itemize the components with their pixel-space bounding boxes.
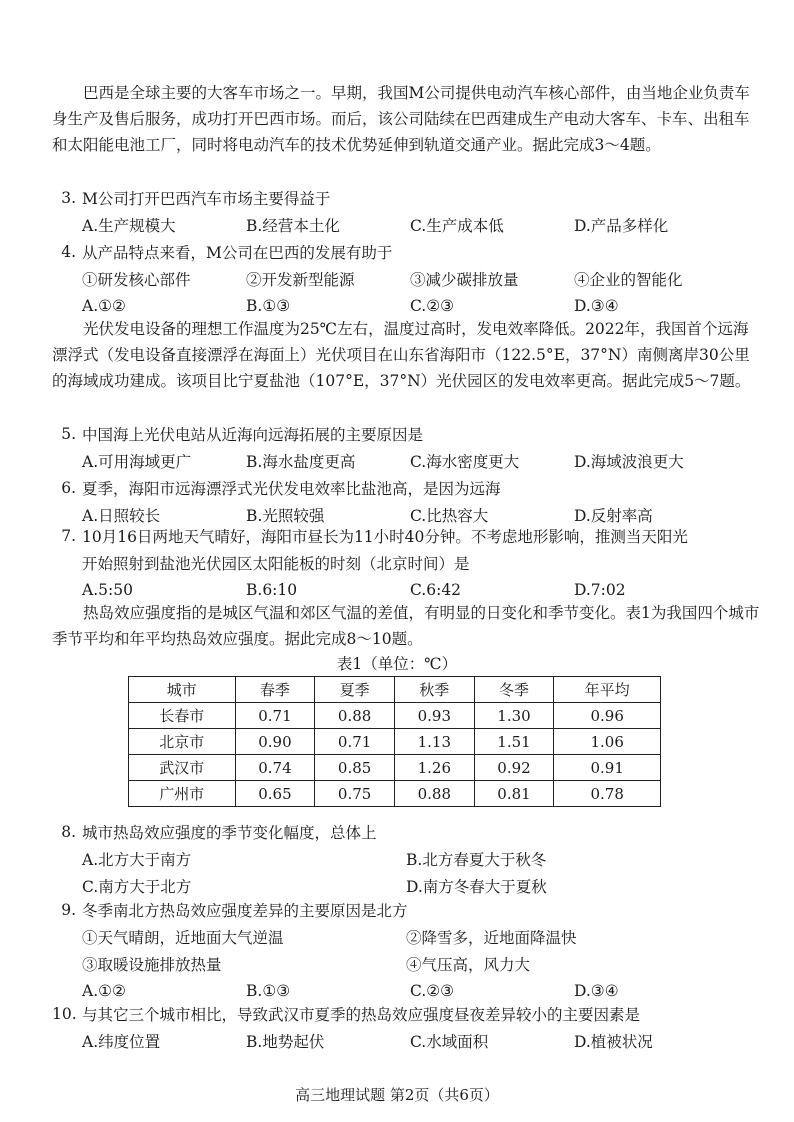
table-cell: 0.81 [474, 781, 554, 807]
question-number: 5. [61, 424, 76, 443]
option-c: C.6:42 [410, 580, 462, 599]
table-cell: 0.65 [235, 781, 315, 807]
option-a: A.日照较长 [82, 506, 161, 525]
table-cell: 长春市 [129, 703, 236, 729]
question-stem: 从产品特点来看，M公司在巴西的发展有助于 [82, 243, 393, 262]
option-b: B.①③ [246, 981, 291, 1000]
option-c: C.②③ [410, 296, 455, 315]
table-header-cell: 夏季 [315, 677, 395, 703]
statement-2: ②开发新型能源 [246, 270, 355, 289]
page-footer: 高三地理试题 第2页（共6页） [295, 1086, 499, 1104]
question-stem: 中国海上光伏电站从近海向远海拓展的主要原因是 [82, 425, 424, 444]
option-d: D.7:02 [574, 580, 626, 599]
table-header-cell: 年平均 [554, 677, 661, 703]
option-b: B.①③ [246, 296, 291, 315]
option-d: D.植被状况 [574, 1032, 653, 1051]
table-cell: 0.92 [474, 755, 554, 781]
table-row [129, 729, 661, 755]
question-5 [52, 420, 760, 474]
table-cell: 0.71 [235, 703, 315, 729]
question-number: 9. [61, 900, 76, 919]
table-cell: 0.75 [315, 781, 395, 807]
table-cell: 0.91 [554, 755, 661, 781]
option-d: D.③④ [574, 981, 619, 1000]
option-b: B.海水盐度更高 [246, 452, 356, 471]
table-cell: 1.13 [394, 729, 474, 755]
table-cell: 0.74 [235, 755, 315, 781]
table-cell: 北京市 [129, 729, 236, 755]
statement-1: ①天气晴朗，近地面大气逆温 [82, 928, 284, 947]
table-cell: 0.96 [554, 703, 661, 729]
question-3 [52, 184, 760, 238]
table-header-cell: 城市 [129, 677, 236, 703]
question-stem: 与其它三个城市相比，导致武汉市夏季的热岛效应强度昼夜差异较小的主要因素是 [82, 1005, 641, 1024]
option-a: A.纬度位置 [82, 1032, 161, 1051]
question-number: 8. [61, 822, 76, 841]
table-cell: 0.90 [235, 729, 315, 755]
table-header-cell: 春季 [235, 677, 315, 703]
table-cell: 广州市 [129, 781, 236, 807]
table-header-cell: 冬季 [474, 677, 554, 703]
option-d: D.海域波浪更大 [574, 452, 684, 471]
question-stem-continued: 开始照射到盐池光伏园区太阳能板的时刻（北京时间）是 [82, 554, 470, 573]
table-cell: 0.71 [315, 729, 395, 755]
option-d: D.南方冬春大于夏秋 [406, 877, 547, 896]
question-9 [52, 896, 760, 1004]
option-d: D.③④ [574, 296, 619, 315]
option-a: A.①② [82, 296, 126, 315]
question-7 [52, 522, 760, 603]
table-cell: 1.30 [474, 703, 554, 729]
option-b: B.北方春夏大于秋冬 [406, 850, 547, 869]
statement-2: ②降雪多，近地面降温快 [406, 928, 577, 947]
option-c: C.南方大于北方 [82, 877, 192, 896]
statement-3: ③取暖设施排放热量 [82, 955, 222, 974]
table-cell: 1.51 [474, 729, 554, 755]
table-header-cell: 秋季 [394, 677, 474, 703]
option-b: B.地势起伏 [246, 1032, 325, 1051]
question-8 [52, 818, 760, 899]
statement-4: ④企业的智能化 [574, 270, 683, 289]
option-c: C.海水密度更大 [410, 452, 520, 471]
question-stem: 冬季南北方热岛效应强度差异的主要原因是北方 [82, 901, 408, 920]
question-number: 10. [52, 1004, 77, 1023]
question-stem: 10月16日两地天气晴好，海阳市昼长为11小时40分钟。不考虑地形影响，推测当天阳光 [82, 527, 688, 546]
table-cell: 0.93 [394, 703, 474, 729]
option-d: D.反射率高 [574, 506, 653, 525]
table-row [129, 755, 661, 781]
option-b: B.6:10 [246, 580, 298, 599]
option-b: B.经营本土化 [246, 216, 340, 235]
table-caption: 表1（单位：℃） [336, 655, 458, 673]
table-row [129, 781, 661, 807]
statement-4: ④气压高，风力大 [406, 955, 531, 974]
table-cell: 0.88 [315, 703, 395, 729]
material-passage-3: 热岛效应强度指的是城区气温和郊区气温的差值，有明显的日变化和季节变化。表1为我国四个城市季节平均和年平均热岛效应强度。据此完成8～10题。 [52, 604, 760, 648]
option-c: C.比热容大 [410, 506, 489, 525]
table-cell: 1.06 [554, 729, 661, 755]
statement-1: ①研发核心部件 [82, 270, 191, 289]
question-number: 6. [61, 478, 76, 497]
option-c: C.水域面积 [410, 1032, 489, 1051]
question-number: 3. [61, 188, 76, 207]
question-number: 7. [61, 526, 76, 545]
table-cell: 0.78 [554, 781, 661, 807]
question-stem: M公司打开巴西汽车市场主要得益于 [82, 189, 331, 208]
table-row [129, 703, 661, 729]
table-header-row [129, 677, 661, 703]
statement-3: ③减少碳排放量 [410, 270, 519, 289]
option-a: A.北方大于南方 [82, 850, 192, 869]
question-10 [52, 1000, 760, 1054]
table-cell: 1.26 [394, 755, 474, 781]
question-4 [52, 238, 760, 319]
question-6 [52, 474, 760, 528]
question-stem: 夏季，海阳市远海漂浮式光伏发电效率比盐池高，是因为远海 [82, 479, 501, 498]
option-b: B.光照较强 [246, 506, 325, 525]
question-stem: 城市热岛效应强度的季节变化幅度，总体上 [82, 823, 377, 842]
option-a: A.5:50 [82, 580, 133, 599]
heat-island-table [128, 676, 661, 807]
material-passage-2: 光伏发电设备的理想工作温度为25℃左右，温度过高时，发电效率降低。2022年，我国首个远海漂浮式（发电设备直接漂浮在海面上）光伏项目在山东省海阳市（122.5°E，37°N）南侧离岸30公里的海域成功建成。该项目比宁夏盐池（107°E，37°N）光伏园区的发电效率更高。据此完成5～7题。 [52, 320, 751, 390]
option-a: A.生产规模大 [82, 216, 176, 235]
option-a: A.可用海域更广 [82, 452, 192, 471]
question-number: 4. [61, 242, 76, 261]
material-passage-1: 巴西是全球主要的大客车市场之一。早期，我国M公司提供电动汽车核心部件，由当地企业负责车身生产及售后服务，成功打开巴西市场。而后，该公司陆续在巴西建成生产电动大客车、卡车、出租车和太阳能电池工厂，同时将电动汽车的技术优势延伸到轨道交通产业。据此完成3～4题。 [52, 84, 750, 154]
table-cell: 武汉市 [129, 755, 236, 781]
table-cell: 0.85 [315, 755, 395, 781]
option-d: D.产品多样化 [574, 216, 669, 235]
option-c: C.②③ [410, 981, 455, 1000]
table-cell: 0.88 [394, 781, 474, 807]
option-c: C.生产成本低 [410, 216, 504, 235]
option-a: A.①② [82, 981, 126, 1000]
